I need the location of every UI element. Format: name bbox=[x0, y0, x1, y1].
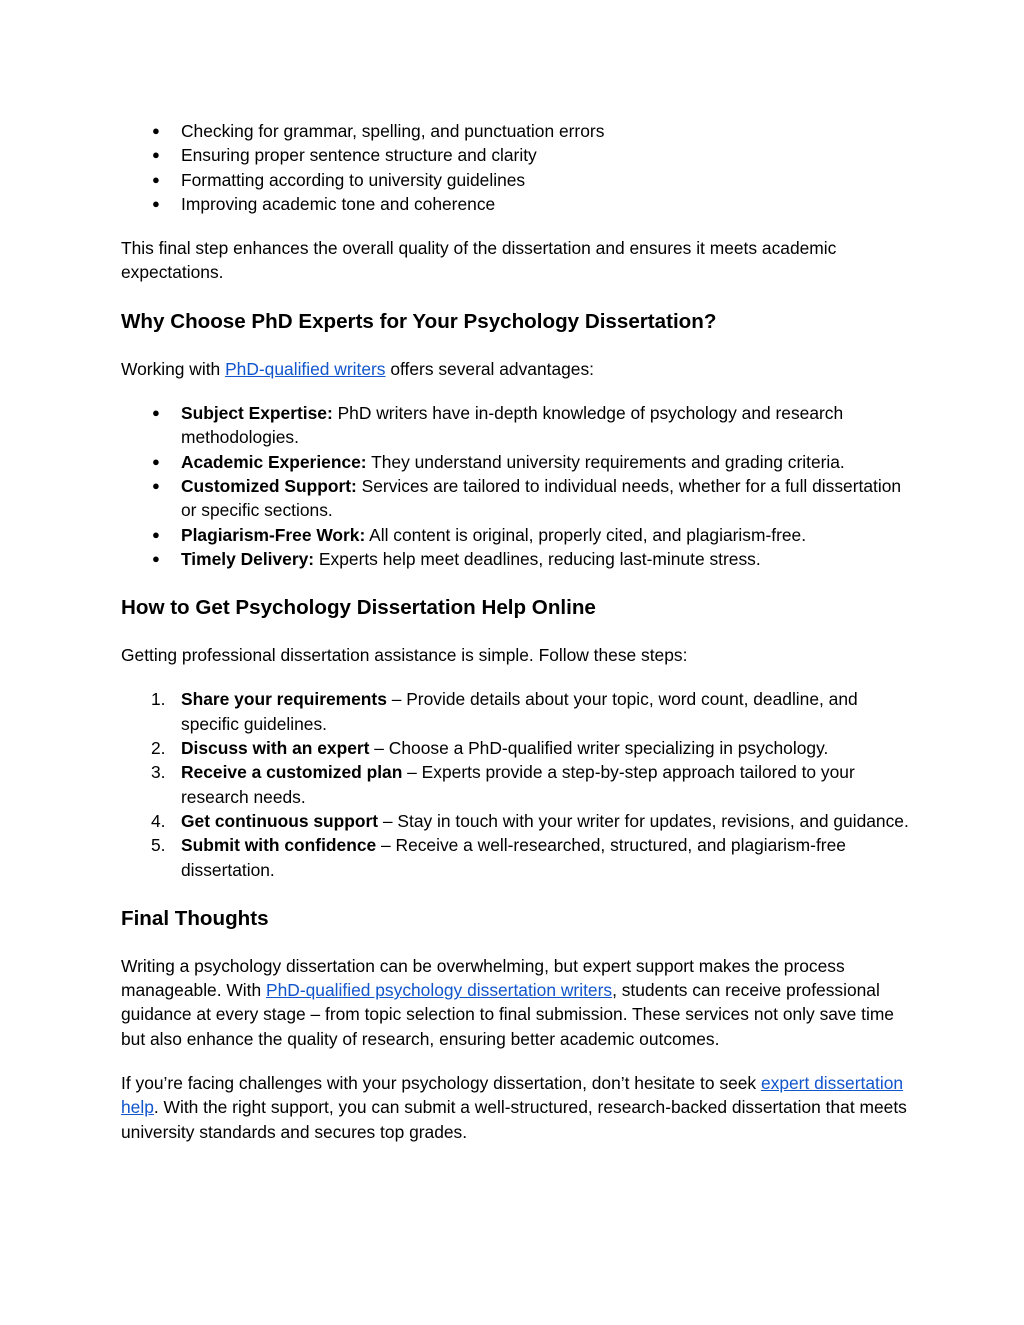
bullet-icon: ● bbox=[152, 477, 160, 493]
list-item: ● Customized Support: Services are tailored to individual needs, whether for a full dissertation or specific sections. bbox=[152, 475, 902, 521]
section-heading-final: Final Thoughts bbox=[121, 906, 269, 930]
bullet-icon: ● bbox=[152, 550, 160, 566]
bullet-icon: ● bbox=[152, 526, 160, 542]
psychology-writers-link[interactable]: PhD-qualified psychology dissertation writers bbox=[266, 980, 613, 1001]
list-item: 2. Discuss with an expert – Choose a PhD-qualified writer specializing in psychology. bbox=[121, 736, 911, 760]
list-item: ● Plagiarism-Free Work: All content is original, properly cited, and plagiarism-free. bbox=[121, 523, 911, 547]
bullet-icon: ● bbox=[152, 453, 160, 469]
step-number: 2. bbox=[151, 738, 166, 759]
bullet-icon: ● bbox=[152, 405, 160, 421]
editing-checklist bbox=[121, 119, 911, 216]
step-number: 4. bbox=[151, 810, 166, 831]
list-item: ● Academic Experience: They understand university requirements and grading criteria. bbox=[121, 450, 911, 474]
section-heading-why: Why Choose PhD Experts for Your Psychology Dissertation? bbox=[121, 309, 717, 333]
list-item: ● Checking for grammar, spelling, and punctuation errors bbox=[121, 119, 911, 143]
bullet-icon: ● bbox=[152, 171, 160, 187]
step-number: 5. bbox=[151, 835, 166, 856]
list-item: ● Timely Delivery: Experts help meet deadlines, reducing last-minute stress. bbox=[121, 547, 911, 571]
bullet-icon: ● bbox=[152, 195, 160, 211]
phd-writers-link[interactable]: PhD-qualified writers bbox=[225, 358, 386, 379]
intro-paragraph: This final step enhances the overall quality of the dissertation and ensures it meets academic expectations. bbox=[121, 238, 837, 283]
list-item: 4. Get continuous support – Stay in touch with your writer for updates, revisions, and guidance. bbox=[121, 809, 911, 833]
section-heading-how: How to Get Psychology Dissertation Help Online bbox=[121, 596, 596, 620]
why-lead-paragraph: Working with PhD-qualified writers offers several advantages: bbox=[121, 358, 595, 379]
advantages-list bbox=[121, 401, 911, 571]
bullet-icon: ● bbox=[152, 123, 160, 138]
list-item: 3. Receive a customized plan – Experts provide a step-by-step approach tailored to your research needs. bbox=[151, 762, 855, 807]
final-paragraph-1: Writing a psychology dissertation can be overwhelming, but expert support makes the process manageable. With PhD-qualified psychology dissertation writers, students can receive professional guidance at every stage – from topic selection to final submission. These services not only save time but also enhance the quality of research, ensuring better academic outcomes. bbox=[121, 955, 894, 1049]
list-item: ● Ensuring proper sentence structure and clarity bbox=[121, 143, 911, 167]
how-lead-paragraph: Getting professional dissertation assistance is simple. Follow these steps: bbox=[121, 645, 688, 666]
list-item: ● Improving academic tone and coherence bbox=[121, 192, 911, 216]
final-paragraph-2: If you’re facing challenges with your psychology dissertation, don’t hesitate to seek expert dissertation help. With the right support, you can submit a well-structured, research-backed dissertation that meets university standards and secures top grades. bbox=[121, 1073, 907, 1142]
bullet-icon: ● bbox=[152, 147, 160, 163]
expert-help-link[interactable]: expert dissertation help bbox=[121, 1073, 904, 1118]
document-content bbox=[121, 119, 911, 1144]
step-number: 3. bbox=[151, 762, 166, 783]
list-item: 1. Share your requirements – Provide details about your topic, word count, deadline, and specific guidelines. bbox=[151, 689, 858, 734]
list-item: ● Subject Expertise: PhD writers have in-depth knowledge of psychology and research methodologies. bbox=[152, 403, 844, 448]
list-item: ● Formatting according to university guidelines bbox=[121, 168, 911, 192]
step-number: 1. bbox=[151, 689, 166, 710]
steps-list bbox=[121, 687, 911, 881]
list-item: 5. Submit with confidence – Receive a well-researched, structured, and plagiarism-free dissertation. bbox=[151, 835, 846, 880]
